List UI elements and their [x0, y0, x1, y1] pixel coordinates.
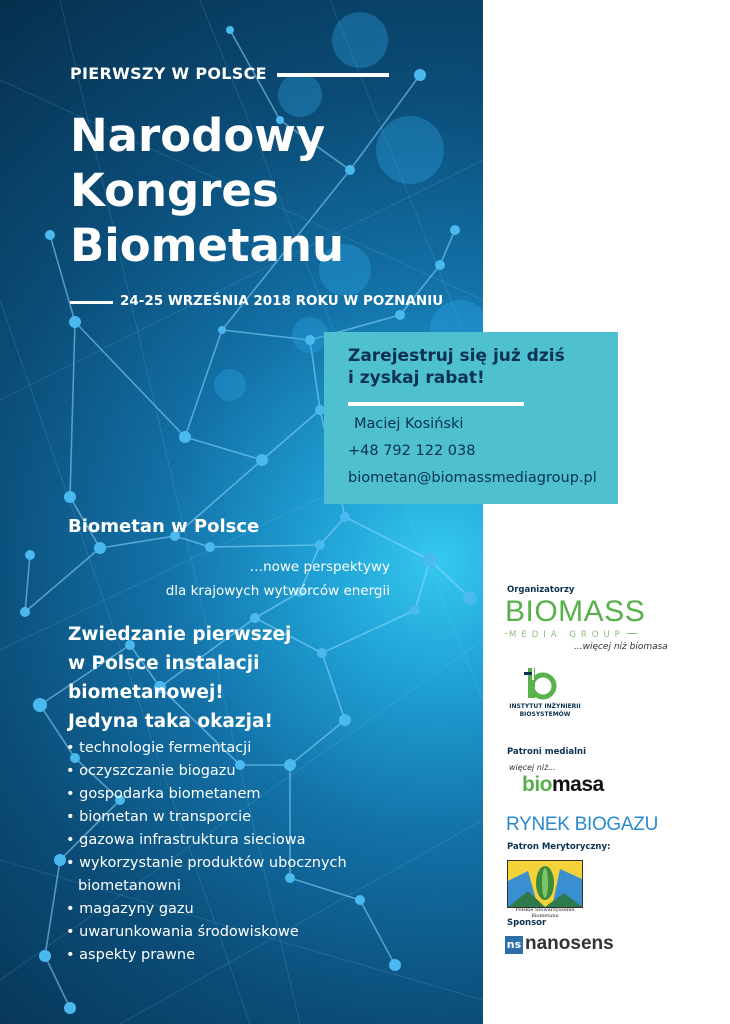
network-node	[25, 550, 35, 560]
visit-line: w Polsce instalacji	[68, 653, 260, 674]
institute-name: INSTYTUT INŻYNIERII BIOSYSTEMÓW	[509, 703, 581, 718]
topics-list	[66, 737, 347, 967]
registration-box	[324, 332, 618, 504]
biomasa-tagline: więcej niż...	[509, 763, 556, 772]
biomass-logo[interactable]: BIOMASS	[505, 595, 646, 628]
network-node	[64, 491, 76, 503]
section-subheading	[68, 555, 390, 603]
network-link	[75, 322, 185, 437]
list-item-continuation: biometanowni	[78, 878, 181, 894]
media-group-text: MEDIA GROUP	[509, 630, 625, 640]
registration-title-line: i zyskaj rabat!	[348, 368, 485, 388]
network-node	[218, 326, 226, 334]
network-node	[414, 69, 426, 81]
contact-name: Maciej Kosiński	[354, 416, 464, 432]
event-date: 24-25 WRZEŚNIA 2018 ROKU W POZNANIU	[120, 293, 444, 309]
list-item: • magazyny gazu	[66, 898, 347, 921]
network-node	[69, 316, 81, 328]
network-link	[175, 536, 210, 547]
network-node	[256, 454, 268, 466]
network-link	[70, 322, 75, 497]
registration-title	[348, 345, 565, 389]
list-item: • oczyszczanie biogazu	[66, 760, 347, 783]
network-link	[100, 536, 175, 548]
sponsor-label: Sponsor	[507, 918, 547, 928]
network-link	[45, 860, 60, 956]
network-node	[64, 1002, 76, 1014]
glow-orb	[376, 116, 444, 184]
list-item: • gazowa infrastruktura sieciowa	[66, 829, 347, 852]
biomass-tagline: ...więcej niż biomasa	[574, 642, 668, 652]
network-node	[345, 165, 355, 175]
institute-logo-icon[interactable]	[510, 666, 560, 702]
list-item: • uwarunkowania środowiskowe	[66, 921, 347, 944]
nanosens-text: nanosens	[525, 933, 614, 954]
title-line: Biometanu	[70, 219, 344, 272]
network-node	[205, 542, 215, 552]
network-node	[450, 225, 460, 235]
network-node	[317, 648, 327, 658]
contact-email-link[interactable]: biometan@biomassmediagroup.pl	[348, 470, 597, 486]
network-node	[339, 714, 351, 726]
glow-orb	[214, 369, 246, 401]
kicker-divider	[277, 73, 389, 77]
section-heading: Biometan w Polsce	[68, 516, 260, 537]
nanosens-mark-icon: ns	[505, 936, 523, 954]
network-link	[345, 517, 430, 560]
list-item: • aspekty prawne	[66, 944, 347, 967]
visit-line: Zwiedzanie pierwszej	[68, 624, 292, 645]
visit-line: biometanowej!	[68, 682, 224, 703]
network-node	[305, 335, 315, 345]
biomasa-logo[interactable]	[522, 773, 604, 797]
list-item: • wykorzystanie produktów ubocznych	[66, 852, 347, 875]
network-link	[360, 900, 395, 965]
biomasa-logo-part: bio	[522, 773, 552, 796]
network-node	[463, 591, 477, 605]
media-patrons-label: Patroni medialni	[507, 747, 586, 757]
network-node	[389, 959, 401, 971]
network-node	[410, 605, 420, 615]
network-link	[185, 437, 262, 460]
network-link	[440, 230, 455, 265]
psb-logo-icon[interactable]	[507, 860, 583, 908]
subheading-line: …nowe perspektywy	[249, 559, 390, 575]
network-node	[395, 310, 405, 320]
network-node	[33, 698, 47, 712]
network-link	[415, 560, 430, 610]
title-line: Narodowy	[70, 109, 326, 162]
registration-title-line: Zarejestruj się już dziś	[348, 346, 565, 366]
network-node	[94, 542, 106, 554]
biomasa-logo-part: masa	[552, 773, 604, 796]
network-node	[355, 895, 365, 905]
organizers-label: Organizatorzy	[507, 585, 575, 595]
network-node	[435, 260, 445, 270]
merit-patron-label: Patron Merytoryczny:	[507, 842, 611, 852]
subheading-line: dla krajowych wytwórców energii	[165, 583, 390, 599]
network-link	[262, 410, 320, 460]
list-item: • technologie fermentacji	[66, 737, 347, 760]
network-link	[322, 653, 345, 720]
network-link	[322, 610, 415, 653]
network-link	[320, 517, 345, 545]
contact-phone[interactable]: +48 792 122 038	[348, 443, 476, 459]
date-divider	[70, 301, 113, 304]
network-node	[226, 26, 234, 34]
glow-orb	[332, 12, 388, 68]
title-line: Kongres	[70, 164, 279, 217]
network-node	[20, 607, 30, 617]
network-node	[45, 230, 55, 240]
network-node	[39, 950, 51, 962]
network-node	[340, 512, 350, 522]
network-link	[210, 545, 320, 547]
psb-name: Polskie Stowarzyszenie Biometanu	[515, 907, 575, 919]
registration-divider	[348, 402, 524, 406]
network-link	[430, 560, 470, 598]
list-item: • biometan w transporcie	[66, 806, 347, 829]
network-node	[54, 854, 66, 866]
network-node	[423, 553, 437, 567]
rynek-biogazu-logo[interactable]: RYNEK BIOGAZU	[506, 814, 659, 835]
network-node	[179, 431, 191, 443]
kicker-text: PIERWSZY W POLSCE	[70, 64, 267, 83]
network-link	[25, 555, 30, 612]
visit-line: Jedyna taka okazja!	[68, 711, 273, 732]
visit-announcement	[68, 620, 291, 736]
poster-title	[70, 108, 344, 273]
network-node	[315, 540, 325, 550]
list-item: • gospodarka biometanem	[66, 783, 347, 806]
